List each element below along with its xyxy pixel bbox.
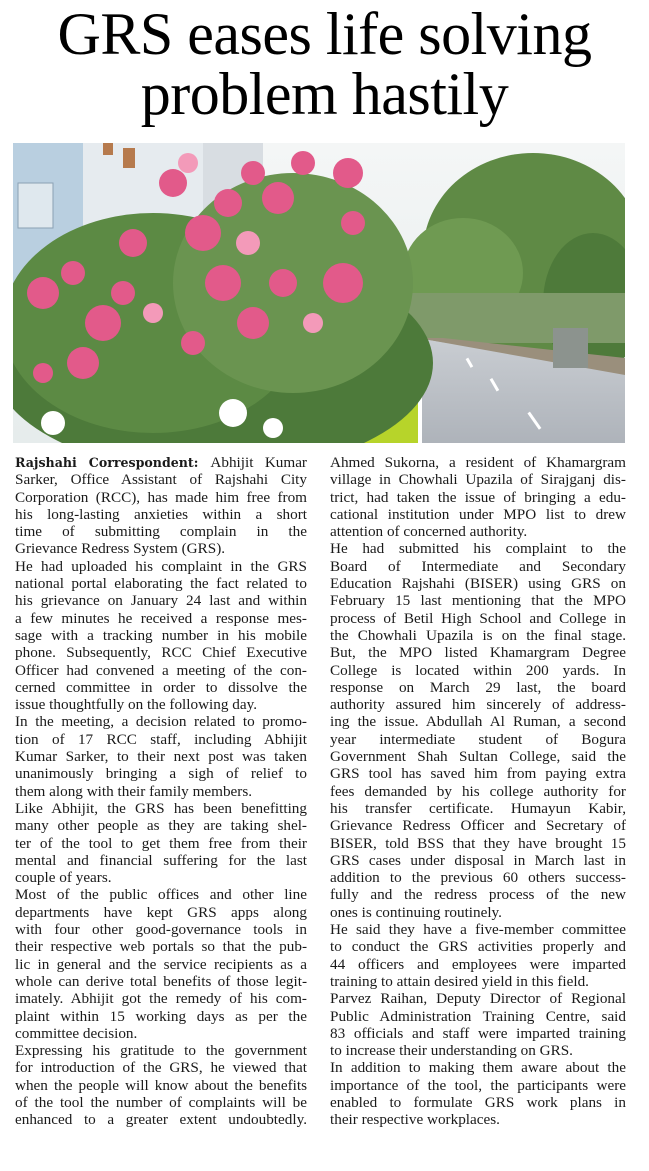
article-line: importance of the tool, the participants were xyxy=(330,1076,626,1094)
article-line: enhanced to a greater extent undoubtedly. xyxy=(15,1111,307,1129)
article-line: 83 officials and staff were imparted training xyxy=(330,1024,626,1042)
article-line: his long-lasting anxieties within a short xyxy=(15,505,307,523)
article-line: Corporation (RCC), has made him free from xyxy=(15,488,307,506)
article-line: Kumar Sarker, to their next post was taken xyxy=(15,748,307,766)
article-line: them along with their family members. xyxy=(15,782,253,800)
article-column-left xyxy=(15,454,307,1129)
article-line: enabled to formulate GRS work plans in xyxy=(330,1093,626,1111)
article-column-right xyxy=(330,454,626,1129)
article-line: February 15 last mentioning that the MPO xyxy=(330,592,626,610)
article-line: ter of the tool to get them free from their xyxy=(15,834,307,852)
article-line: Education Rajshahi (BISER) using GRS on xyxy=(330,575,626,593)
article-line: attention of concerned authority. xyxy=(330,523,528,541)
article-line: ing the issue. Abdullah Al Ruman, a second xyxy=(330,713,626,731)
article-line: BISER, told BSS that they have brought 15 xyxy=(330,834,626,852)
article-line xyxy=(15,454,307,471)
article-line: imately. Abhijit got the remedy of his com- xyxy=(15,990,307,1008)
article-line: In addition to making them aware about the xyxy=(330,1059,626,1077)
article-line: phone. Subsequently, RCC Chief Executive xyxy=(15,644,307,662)
byline: Rajshahi Correspondent: xyxy=(15,455,211,470)
article-line: Grievance Redress System (GRS). xyxy=(15,540,226,558)
article-line: cerned committee in order to dissolve the xyxy=(15,678,307,696)
article-line: GRS cases under disposal in March last in xyxy=(330,851,626,869)
article-line: couple of years. xyxy=(15,869,112,887)
article-line: GRS tool has saved him from paying extra xyxy=(330,765,626,783)
flowers-roadside-image xyxy=(13,143,625,443)
article-line: process of Betil High School and College in xyxy=(330,609,626,627)
article-photo xyxy=(13,143,625,443)
article-line: training to attain desired yield in this field. xyxy=(330,972,589,990)
article-line: village in Chowhali Upazila of Sirajganj dis- xyxy=(330,471,626,489)
article-line: Public Administration Training Centre, said xyxy=(330,1007,626,1025)
article-line: In the meeting, a decision related to promo- xyxy=(15,713,307,731)
article-line: their respective web portals so that the pub- xyxy=(15,938,307,956)
headline xyxy=(0,1,649,127)
article-line: College is located within 200 yards. In xyxy=(330,661,626,679)
article-line: his grievance on January 24 last and within xyxy=(15,592,307,610)
article-line: of the tool the number of complaints will be xyxy=(15,1093,307,1111)
article-line: to conduct the GRS activities properly and xyxy=(330,938,626,956)
article-line: year intermediate student of Bogura xyxy=(330,730,626,748)
article-line: Expressing his gratitude to the government xyxy=(15,1042,307,1060)
article-text: Abhijit Kumar xyxy=(210,454,307,471)
article-line: to increase their understanding on GRS. xyxy=(330,1042,573,1060)
article-line: trict, had taken the issue of bringing a edu- xyxy=(330,488,626,506)
article-line: fees demanded by his college authority for xyxy=(330,782,626,800)
article-line: their respective workplaces. xyxy=(330,1111,500,1129)
article-line: many other people as they are taking shel- xyxy=(15,817,307,835)
article-line: time of submitting complain in the xyxy=(15,523,307,541)
article-line: mental and financial suffering for the last xyxy=(15,851,307,869)
article-line: whole can derive total benefits of those legit- xyxy=(15,972,307,990)
article-line: ones is continuing routinely. xyxy=(330,903,502,921)
article-line: Like Abhijit, the GRS has been benefitting xyxy=(15,799,307,817)
article-line: his transfer certificate. Humayun Kabir, xyxy=(330,799,626,817)
article-line: He said they have a five-member committee xyxy=(330,921,626,939)
article-line: Board of Intermediate and Secondary xyxy=(330,557,626,575)
article-line: Officer had convened a meeting of the con- xyxy=(15,661,307,679)
article-line: unanimously bringing a sigh of relief to xyxy=(15,765,307,783)
article-line: departments have kept GRS apps along xyxy=(15,903,307,921)
article-line: when the people will know about the benefits xyxy=(15,1076,307,1094)
article-line: Grievance Redress Officer and Secretary of xyxy=(330,817,626,835)
article-line: Government Shah Sultan College, said the xyxy=(330,748,626,766)
article-line: committee decision. xyxy=(15,1024,138,1042)
article-line: with four other good-governance tools in xyxy=(15,921,307,939)
article-line: fully and the redress process of the new xyxy=(330,886,626,904)
article-line: Sarker, Office Assistant of Rajshahi City xyxy=(15,471,307,489)
headline-line-2: problem hastily xyxy=(140,61,509,127)
article-line: response on March 29 last, the board xyxy=(330,678,626,696)
article-line: sage with a tracking number in his mobile xyxy=(15,626,307,644)
article-line: plaint within 15 working days as per the xyxy=(15,1007,307,1025)
article-line: tion of 17 RCC staff, including Abhijit xyxy=(15,730,307,748)
article-line: authority assured him sincerely of address- xyxy=(330,696,626,714)
article-line: for introduction of the GRS, he viewed that xyxy=(15,1059,307,1077)
article-line: Most of the public offices and other line xyxy=(15,886,307,904)
article-line: issue thoughtfully on the following day. xyxy=(15,696,257,714)
article-line: a few minutes he received a response mes- xyxy=(15,609,307,627)
article-line: But, the MPO listed Khamargram Degree xyxy=(330,644,626,662)
article-line: Ahmed Sukorna, a resident of Khamargram xyxy=(330,454,626,471)
article-line: He had uploaded his complaint in the GRS xyxy=(15,557,307,575)
article-line: He had submitted his complaint to the xyxy=(330,540,626,558)
article-line: cational institution under MPO list to drew xyxy=(330,505,626,523)
article-line: 44 officers and employees were imparted xyxy=(330,955,626,973)
article-line: Parvez Raihan, Deputy Director of Regional xyxy=(330,990,626,1008)
article-line: the Chowhali Upazila is on the final stage. xyxy=(330,626,626,644)
article-line: lic in general and the service recipients as a xyxy=(15,955,307,973)
article-line: addition to the previous 60 others success- xyxy=(330,869,626,887)
headline-line-1: GRS eases life solving xyxy=(57,1,592,67)
article-line: national portal elaborating the fact related to xyxy=(15,575,307,593)
